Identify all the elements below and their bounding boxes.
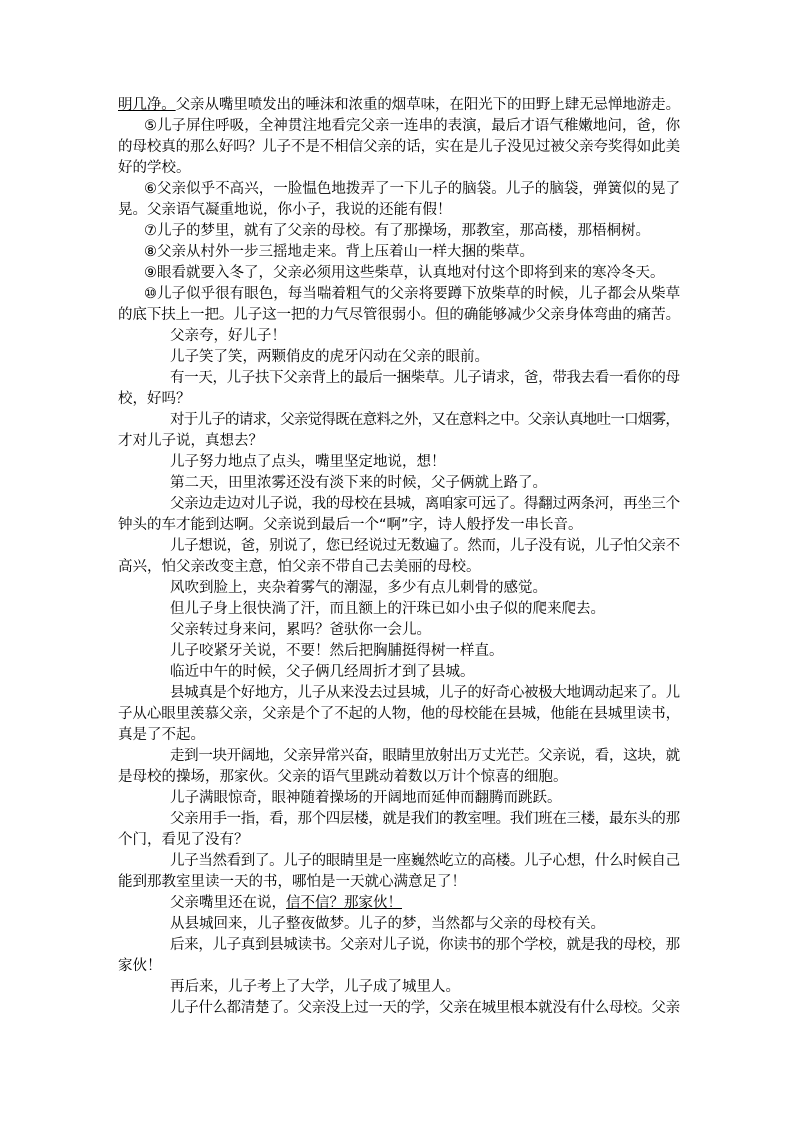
- text-line-content: 校，好吗？: [118, 391, 191, 407]
- text-line: [118, 788, 680, 809]
- text-line: [118, 620, 680, 641]
- text-line-content: 儿子当然看到了。儿子的眼睛里是一座巍然屹立的高楼。儿子心想，什么时候自己: [170, 853, 680, 869]
- text-line: [118, 767, 680, 788]
- text-segment: 父亲从嘴里喷发出的唾沫和浓重的烟草味，在阳光下的田野上肆无忌惮地游走。: [175, 97, 680, 113]
- text-line: [118, 872, 680, 893]
- text-line-content: 父亲用手一指，看，那个四层楼，就是我们的教室哩。我们班在三楼，最东头的那: [170, 811, 680, 827]
- text-line-content: ⑥父亲似乎不高兴，一脸愠色地拨弄了一下儿子的脑袋。儿子的脑袋，弹簧似的晃了: [144, 181, 681, 197]
- text-line-content: 父亲转过身来问，累吗？爸驮你一会儿。: [170, 622, 431, 638]
- text-line: [118, 683, 680, 704]
- text-line: [118, 221, 680, 242]
- text-line: [118, 956, 680, 977]
- text-line-content: 儿子咬紧牙关说，不要！然后把胸脯挺得树一样直。: [170, 643, 504, 659]
- text-line: [118, 137, 680, 158]
- text-line: [118, 851, 680, 872]
- text-line-content: 父亲边走边对儿子说，我的母校在县城，离咱家可远了。得翻过两条河，再坐三个: [170, 496, 680, 512]
- underlined-text: 信不信？那家伙！: [286, 895, 402, 911]
- text-line: [118, 347, 680, 368]
- text-line-content: 风吹到脸上，夹杂着雾气的潮湿，多少有点儿刺骨的感觉。: [170, 580, 547, 596]
- text-line-content: 个门，看见了没有？: [118, 832, 249, 848]
- text-line: [118, 200, 680, 221]
- text-segment: 父亲嘴里还在说，: [170, 895, 286, 911]
- text-line-content: ⑦儿子的梦里，就有了父亲的母校。有了那操场，那教室，那高楼，那梧桐树。: [144, 223, 650, 239]
- text-line: [118, 410, 680, 431]
- text-line-content: 儿子满眼惊奇，眼神随着操场的开阔地而延伸而翻腾而跳跃。: [170, 790, 562, 806]
- text-line: [118, 977, 680, 998]
- text-line: [118, 914, 680, 935]
- text-line-content: ⑨眼看就要入冬了，父亲必须用这些柴草，认真地对付这个即将到来的寒冷冬天。: [144, 265, 665, 281]
- text-line: [118, 326, 680, 347]
- text-line-content: 临近中午的时候，父子俩几经周折才到了县城。: [170, 664, 475, 680]
- text-line: [118, 305, 680, 326]
- text-line: [118, 242, 680, 263]
- text-line-content: 再后来，儿子考上了大学，儿子成了城里人。: [170, 979, 460, 995]
- text-line: [118, 284, 680, 305]
- text-line-content: ⑩儿子似乎很有眼色，每当喘着粗气的父亲将要蹲下放柴草的时候，儿子都会从柴草: [144, 286, 681, 302]
- text-line: [118, 893, 680, 914]
- text-line-content: ⑧父亲从村外一步三摇地走来。背上压着山一样大捆的柴草。: [144, 244, 534, 260]
- text-line-content: 才对儿子说，真想去？: [118, 433, 263, 449]
- text-line: [118, 368, 680, 389]
- text-line-content: [170, 895, 402, 911]
- text-line: [118, 830, 680, 851]
- text-line-content: 子从心眼里羡慕父亲，父亲是个了不起的人物，他的母校能在县城，他能在县城里读书，: [118, 706, 680, 722]
- text-line-content: 县城真是个好地方，儿子从来没去过县城，儿子的好奇心被极大地调动起来了。儿: [170, 685, 680, 701]
- text-line: [118, 662, 680, 683]
- document-page: [118, 95, 680, 1019]
- text-line: [118, 179, 680, 200]
- text-line-content: 儿子什么都清楚了。父亲没上过一天的学，父亲在城里根本就没有什么母校。父亲: [170, 1000, 680, 1016]
- text-line-content: 有一天，儿子扶下父亲背上的最后一捆柴草。儿子请求，爸，带我去看一看你的母: [170, 370, 680, 386]
- text-line-content: 儿子努力地点了点头，嘴里坚定地说，想！: [170, 454, 446, 470]
- text-line: [118, 935, 680, 956]
- text-line-content: ⑤儿子屏住呼吸，全神贯注地看完父亲一连串的表演，最后才语气稚嫩地问，爸，你: [144, 118, 681, 134]
- text-line: [118, 389, 680, 410]
- underlined-text: 明几净。: [118, 97, 176, 113]
- text-line-content: 对于儿子的请求，父亲觉得既在意料之外，又在意料之中。父亲认真地吐一口烟雾，: [170, 412, 680, 428]
- text-line: [118, 599, 680, 620]
- text-line: [118, 263, 680, 284]
- text-line: [118, 704, 680, 725]
- text-line-content: 能到那教室里读一天的书，哪怕是一天就心满意足了！: [118, 874, 466, 890]
- text-line: [118, 431, 680, 452]
- text-line: [118, 473, 680, 494]
- text-line: [118, 452, 680, 473]
- text-line-content: 好的学校。: [118, 160, 191, 176]
- text-line: [118, 746, 680, 767]
- text-line-content: 晃。父亲语气凝重地说，你小子，我说的还能有假！: [118, 202, 452, 218]
- text-line-content: 但儿子身上很快淌了汗，而且额上的汗珠已如小虫子似的爬来爬去。: [170, 601, 605, 617]
- text-line-content: 的母校真的那么好吗？儿子不是不相信父亲的话，实在是儿子没见过被父亲夸奖得如此美: [118, 139, 680, 155]
- text-line: [118, 641, 680, 662]
- text-line: [118, 116, 680, 137]
- text-line: [118, 95, 680, 116]
- text-line-content: 后来，儿子真到县城读书。父亲对儿子说，你读书的那个学校，就是我的母校，那: [170, 937, 680, 953]
- text-line-content: 钟头的车才能到达啊。父亲说到最后一个“啊”字，诗人般抒发一串长音。: [118, 517, 583, 533]
- text-line-content: 父亲夸，好儿子！: [170, 328, 286, 344]
- text-line: [118, 158, 680, 179]
- text-line-content: 走到一块开阔地，父亲异常兴奋，眼睛里放射出万丈光芒。父亲说，看，这块，就: [170, 748, 680, 764]
- text-line-content: 家伙！: [118, 958, 162, 974]
- text-line: [118, 809, 680, 830]
- text-line-content: 第二天，田里浓雾还没有淡下来的时候，父子俩就上路了。: [170, 475, 547, 491]
- text-line: [118, 515, 680, 536]
- text-line: [118, 536, 680, 557]
- text-line: [118, 725, 680, 746]
- text-line-content: 儿子笑了笑，两颗俏皮的虎牙闪动在父亲的眼前。: [170, 349, 489, 365]
- text-line-content: 高兴，怕父亲改变主意，怕父亲不带自己去美丽的母校。: [118, 559, 481, 575]
- text-line-content: 从县城回来，儿子整夜做梦。儿子的梦，当然都与父亲的母校有关。: [170, 916, 605, 932]
- text-line-content: 是母校的操场，那家伙。父亲的语气里跳动着数以万计个惊喜的细胞。: [118, 769, 568, 785]
- text-line: [118, 494, 680, 515]
- text-line: [118, 557, 680, 578]
- text-line: [118, 998, 680, 1019]
- text-line: [118, 578, 680, 599]
- text-line-content: [118, 97, 680, 113]
- text-line-content: 真是了不起。: [118, 727, 205, 743]
- text-line-content: 的底下扶上一把。儿子这一把的力气尽管很弱小。但的确能够减少父亲身体弯曲的痛苦。: [118, 307, 680, 323]
- text-line-content: 儿子想说，爸，别说了，您已经说过无数遍了。然而，儿子没有说，儿子怕父亲不: [170, 538, 680, 554]
